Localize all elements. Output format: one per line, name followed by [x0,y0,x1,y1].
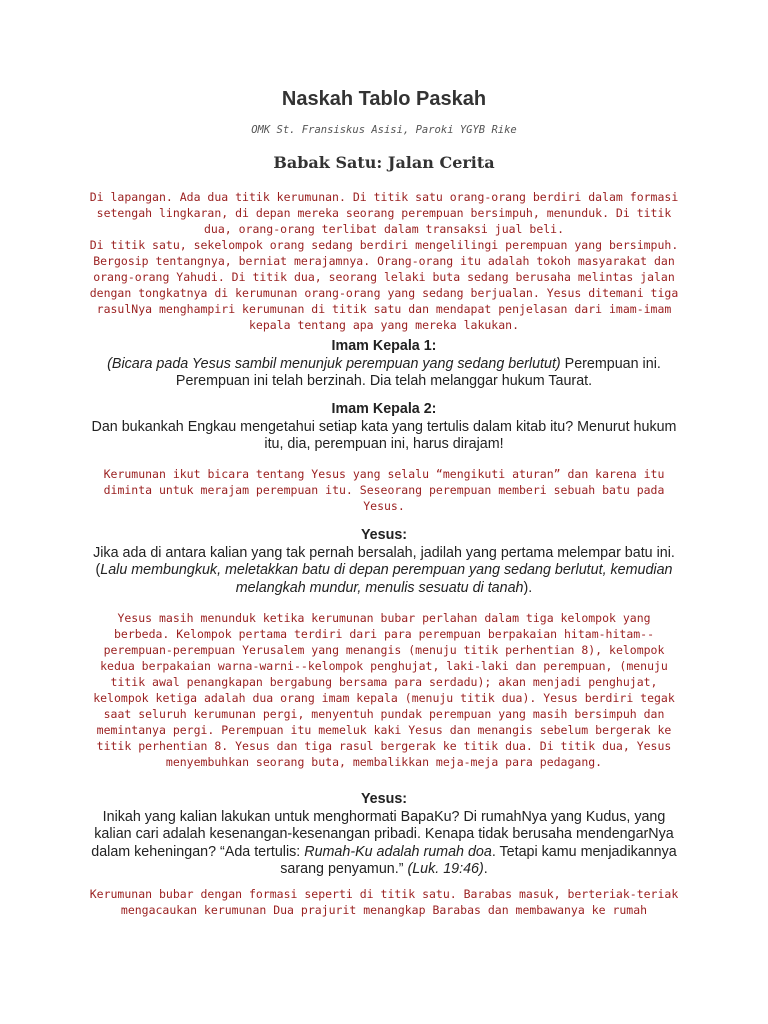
dialog-yesus-2 [84,791,684,879]
stage-direction-2-text: Kerumunan ikut bicara tentang Yesus yang selalu “mengikuti aturan” dan karena itu diminta untuk merajam perempuan itu. Seseorang perempuan memberi sebuah batu pada Yesus. [103,467,665,513]
dialog-text-mid: . Tetapi kamu menjadikannya sarang penyamun.” [280,843,677,877]
stage-direction-4-text: Kerumunan bubar dengan formasi seperti di titik satu. Barabas masuk, berteriak-teriak mengacaukan kerumunan Dua prajurit menangkap Barabas dan membawanya ke rumah [89,887,679,917]
stage-direction-1-paragraph-2: Di titik satu, sekelompok orang sedang berdiri mengelilingi perempuan yang bersimpuh. Bergosip tentangnya, berniat merajamnya. Orang-orang itu adalah tokoh masyarakat dan orang-orang Yahudi. Di titik dua, seorang lelaki buta sedang berusaha melintas jalan dengan tongkatnya di kerumunan orang-orang yang sedang berjualan. Yesus ditemani tiga rasulNya menghampiri kerumunan di titik satu dan mendapat penjelasan dari imam-imam kepala tentang apa yang mereka lakukan. [89,238,679,332]
dialog-imam-kepala-1 [84,338,684,391]
stage-direction-3-text: Yesus masih menunduk ketika kerumunan bubar perlahan dalam tiga kelompok yang berbeda. Kelompok pertama terdiri dari para perempuan berpakaian hitam-hitam--perempuan-perempuan Yerusalem yang menangis (menuju titik perhentian 8), kelompok kedua berpakaian warna-warni--kelompok penghujat, laki-laki dan perempuan, (menuju titik awal penangkapan bergabung bersama para serdadu); akan menjadi penghujat, kelompok ketiga adalah dua orang imam kepala (menuju titik dua). Yesus berdiri tegak saat seluruh kerumunan pergi, menyentuh pundak perempuan yang masih bersimpuh dan memintanya pergi. Perempuan itu memeluk kaki Yesus dan menangis sebelum bergerak ke titik perhentian 8. Yesus dan tiga rasul bergerak ke titik dua. Di titik dua, Yesus menyembuhkan seorang buta, membalikkan meja-meja para pedagang. [93,611,675,769]
speaker-label: Imam Kepala 2: [331,401,437,417]
dialog-text: Perempuan ini. Perempuan ini telah berzinah. Dia telah melanggar hukum Taurat. [175,355,661,389]
stage-direction-2 [88,466,680,514]
document-subtitle: OMK St. Fransiskus Asisi, Paroki YGYB Rike [251,124,517,136]
scripture-reference: (Luk. 19:46) [407,861,484,877]
stage-direction-1-paragraph-1: Di lapangan. Ada dua titik kerumunan. Di titik satu orang-orang berdiri dalam formasi setengah lingkaran, di depan mereka seorang perempuan bersimpuh, menunduk. Di titik dua, orang-orang terlibat dalam transaksi jual beli. [89,190,679,236]
dialog-direction: Lalu membungkuk, meletakkan batu di depan perempuan yang sedang berlutut, kemudian melangkah mundur, menulis sesuatu di tanah [100,562,673,596]
document-title: Naskah Tablo Paskah [281,88,487,110]
dialog-text-end: . [483,861,488,877]
dialog-quote: Rumah-Ku adalah rumah doa [304,843,492,860]
stage-direction-1 [88,189,680,333]
speaker-label: Yesus: [360,791,408,807]
dialog-imam-kepala-2 [84,401,684,454]
dialog-text: Jika ada di antara kalian yang tak pernah bersalah, jadilah yang pertama melempar batu ini. ( [93,544,675,578]
dialog-text: Inikah yang kalian lakukan untuk menghormati BapaKu? Di rumahNya yang Kudus, yang kalian cari adalah kesenangan-kesenangan pribadi. Kenapa tidak berusaha mendengarNya dalam keheningan? “Ada tertulis: [91,808,674,860]
dialog-direction: (Bicara pada Yesus sambil menunjuk perempuan yang sedang berlutut) [107,355,561,372]
dialog-text: Dan bukankah Engkau mengetahui setiap kata yang tertulis dalam kitab itu? Menurut hukum itu, dia, perempuan ini, harus dirajam! [91,418,677,452]
stage-direction-4 [88,886,680,918]
speaker-label: Imam Kepala 1: [331,338,437,354]
dialog-yesus-1 [84,527,684,597]
stage-direction-3 [88,610,680,770]
dialog-text-end: ). [523,579,533,596]
section-title: Babak Satu: Jalan Cerita [273,153,495,172]
speaker-label: Yesus: [360,527,408,543]
